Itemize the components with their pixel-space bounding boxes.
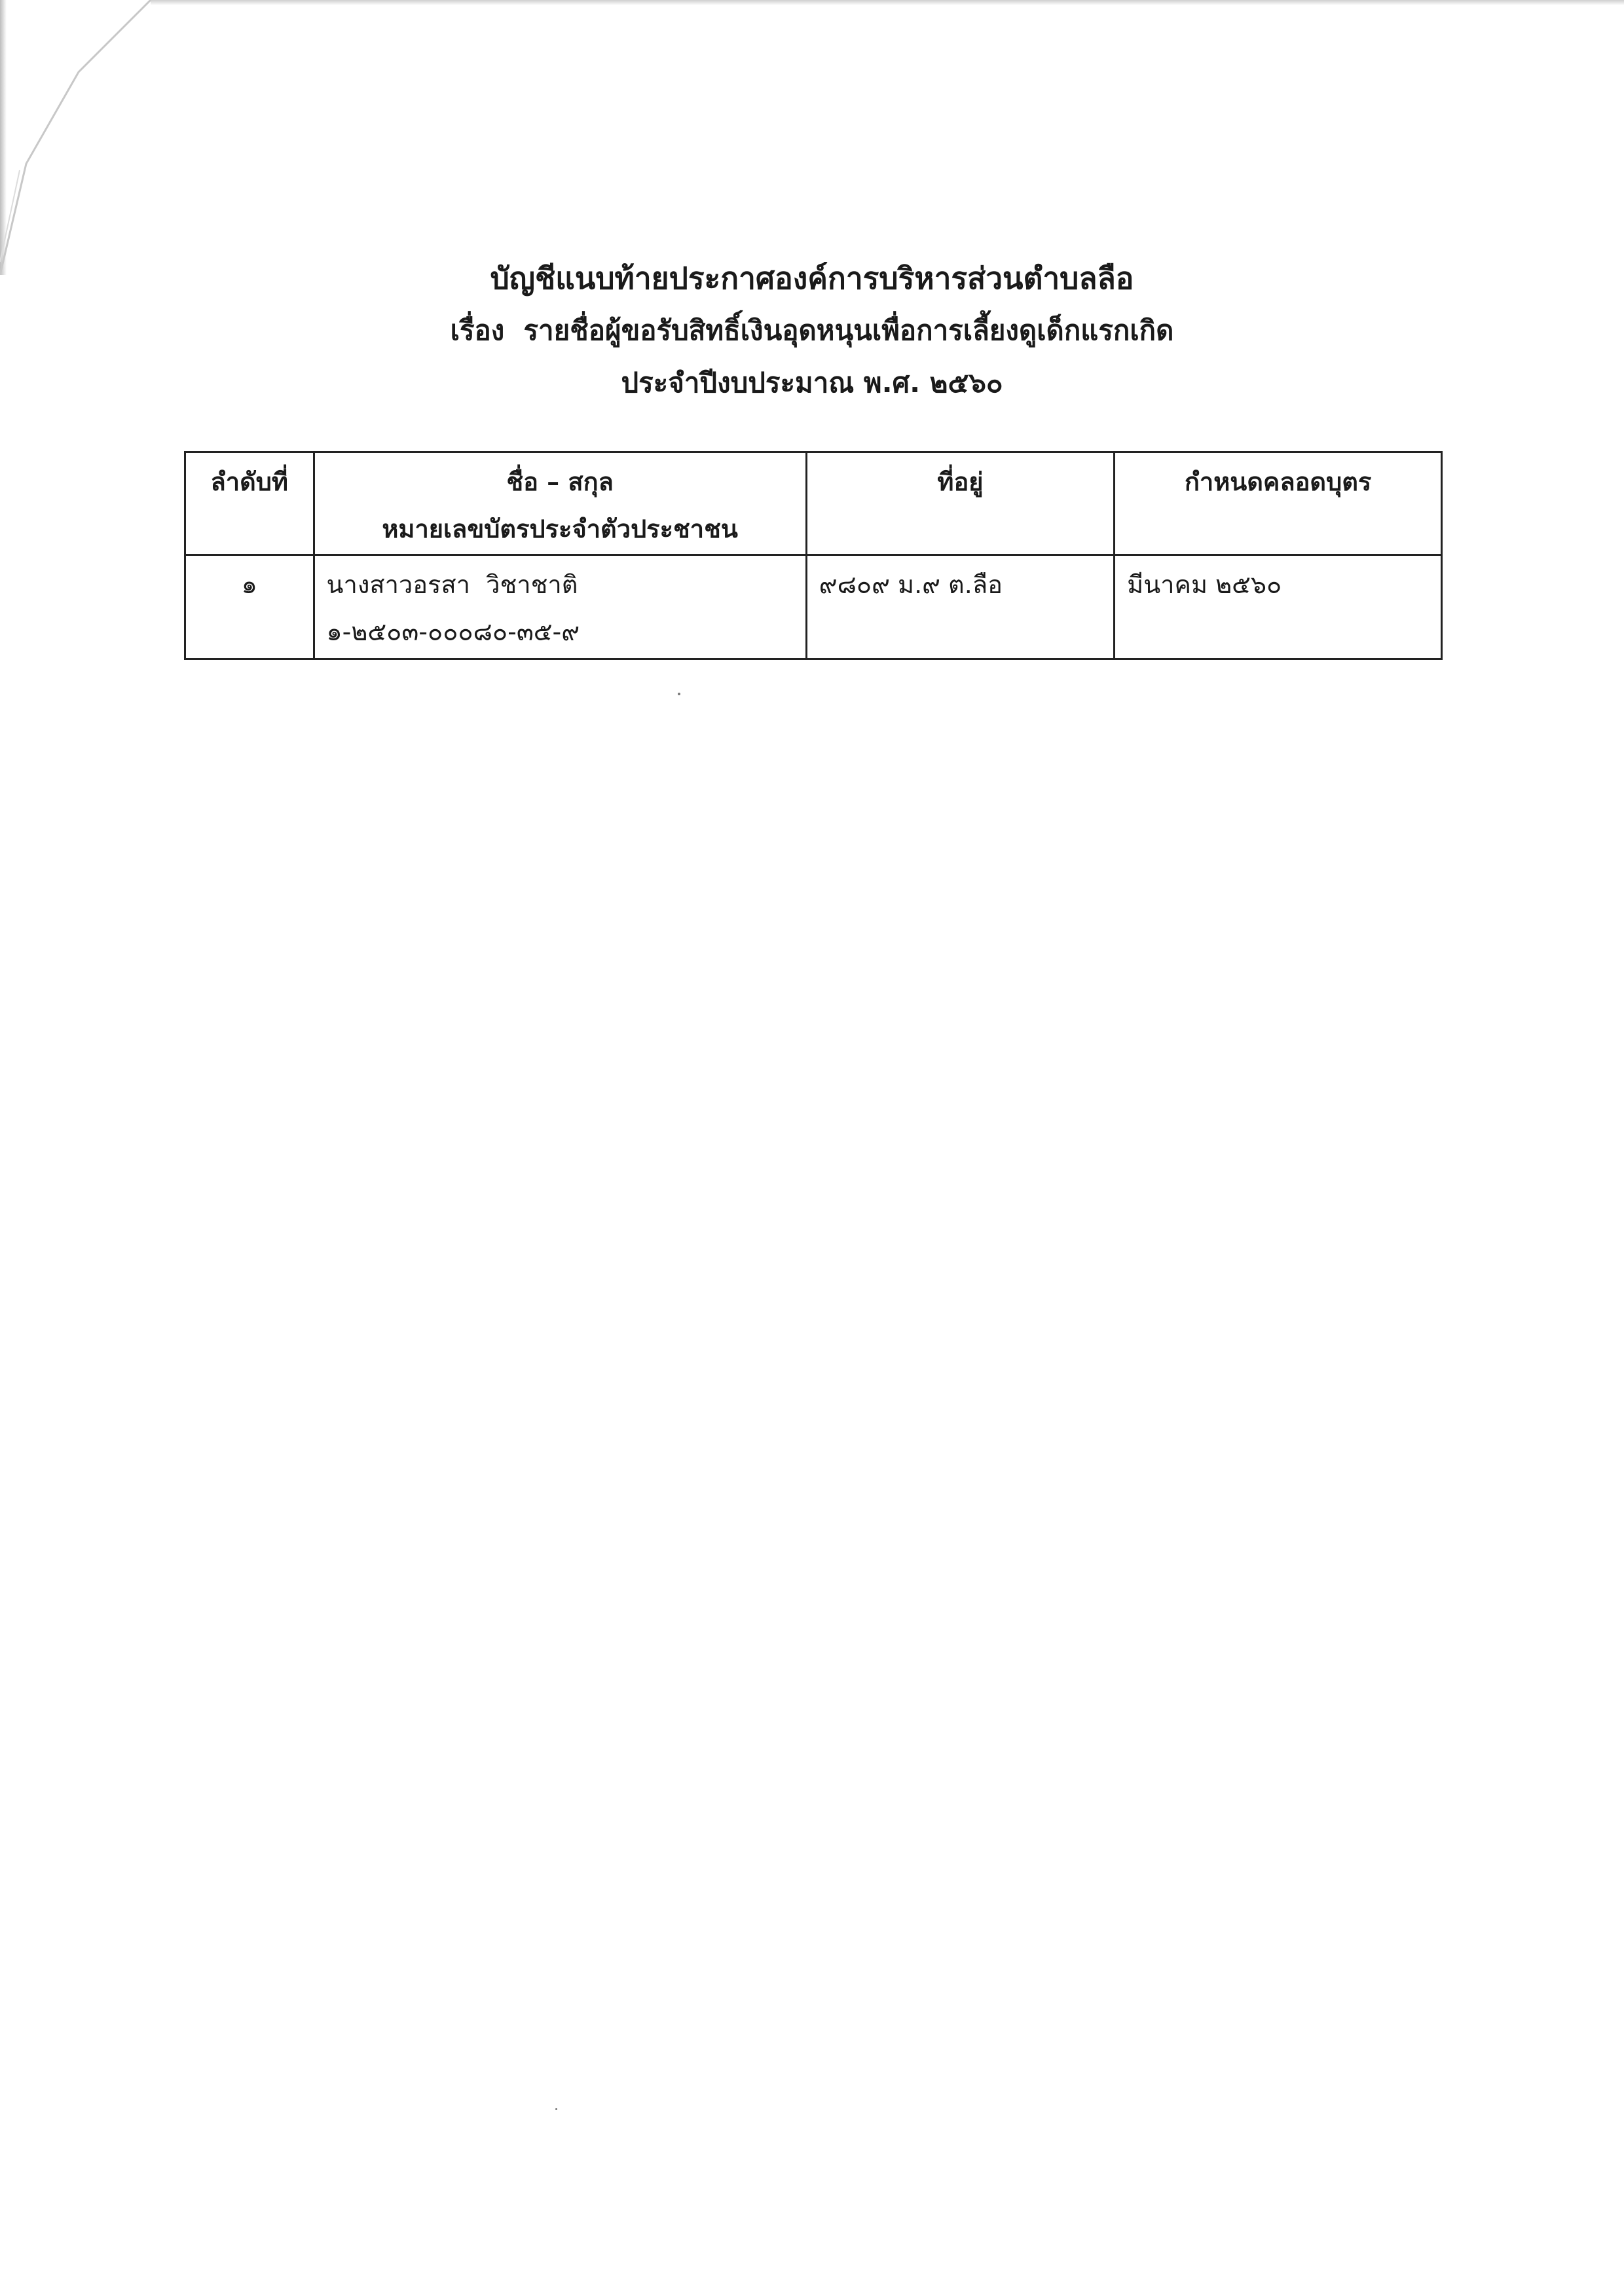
table-header-row bbox=[185, 452, 1442, 555]
scan-speck bbox=[555, 2108, 557, 2110]
table-body bbox=[185, 555, 1442, 659]
header-name-line1: ชื่อ – สกุล bbox=[506, 467, 614, 496]
table-row bbox=[185, 555, 1442, 659]
cell-full-name: นางสาวอรสา วิชาชาติ bbox=[326, 570, 578, 599]
recipient-table bbox=[184, 451, 1443, 660]
scan-speck bbox=[678, 693, 680, 695]
scan-edge-top bbox=[151, 0, 1624, 5]
cell-id-number: ๑-๒๕๐๓-๐๐๐๘๐-๓๕-๙ bbox=[326, 617, 580, 646]
cell-name bbox=[314, 555, 806, 659]
document-subject: เรื่อง รายชื่อผู้ขอรับสิทธิ์เงินอุดหนุนเพื่อการเลี้ยงดูเด็กแรกเกิด bbox=[450, 314, 1174, 346]
table-header bbox=[185, 452, 1442, 555]
header-address: ที่อยู่ bbox=[806, 452, 1114, 555]
header-number: ลำดับที่ bbox=[185, 452, 314, 555]
header-due-date: กำหนดคลอดบุตร bbox=[1115, 452, 1442, 555]
cell-number: ๑ bbox=[185, 555, 314, 659]
document-fiscal-year: ประจำปีงบประมาณ พ.ศ. ๒๕๖๐ bbox=[621, 367, 1003, 399]
header-name bbox=[314, 452, 806, 555]
document-header bbox=[0, 252, 1624, 409]
scan-fold-artifact bbox=[0, 0, 170, 275]
header-name-line2: หมายเลขบัตรประจำตัวประชาชน bbox=[382, 515, 738, 543]
cell-address: ๙๘๐๙ ม.๙ ต.ลือ bbox=[806, 555, 1114, 659]
cell-due-date: มีนาคม ๒๕๖๐ bbox=[1115, 555, 1442, 659]
document-title: บัญชีแนบท้ายประกาศองค์การบริหารส่วนตำบลลือ bbox=[490, 261, 1134, 296]
